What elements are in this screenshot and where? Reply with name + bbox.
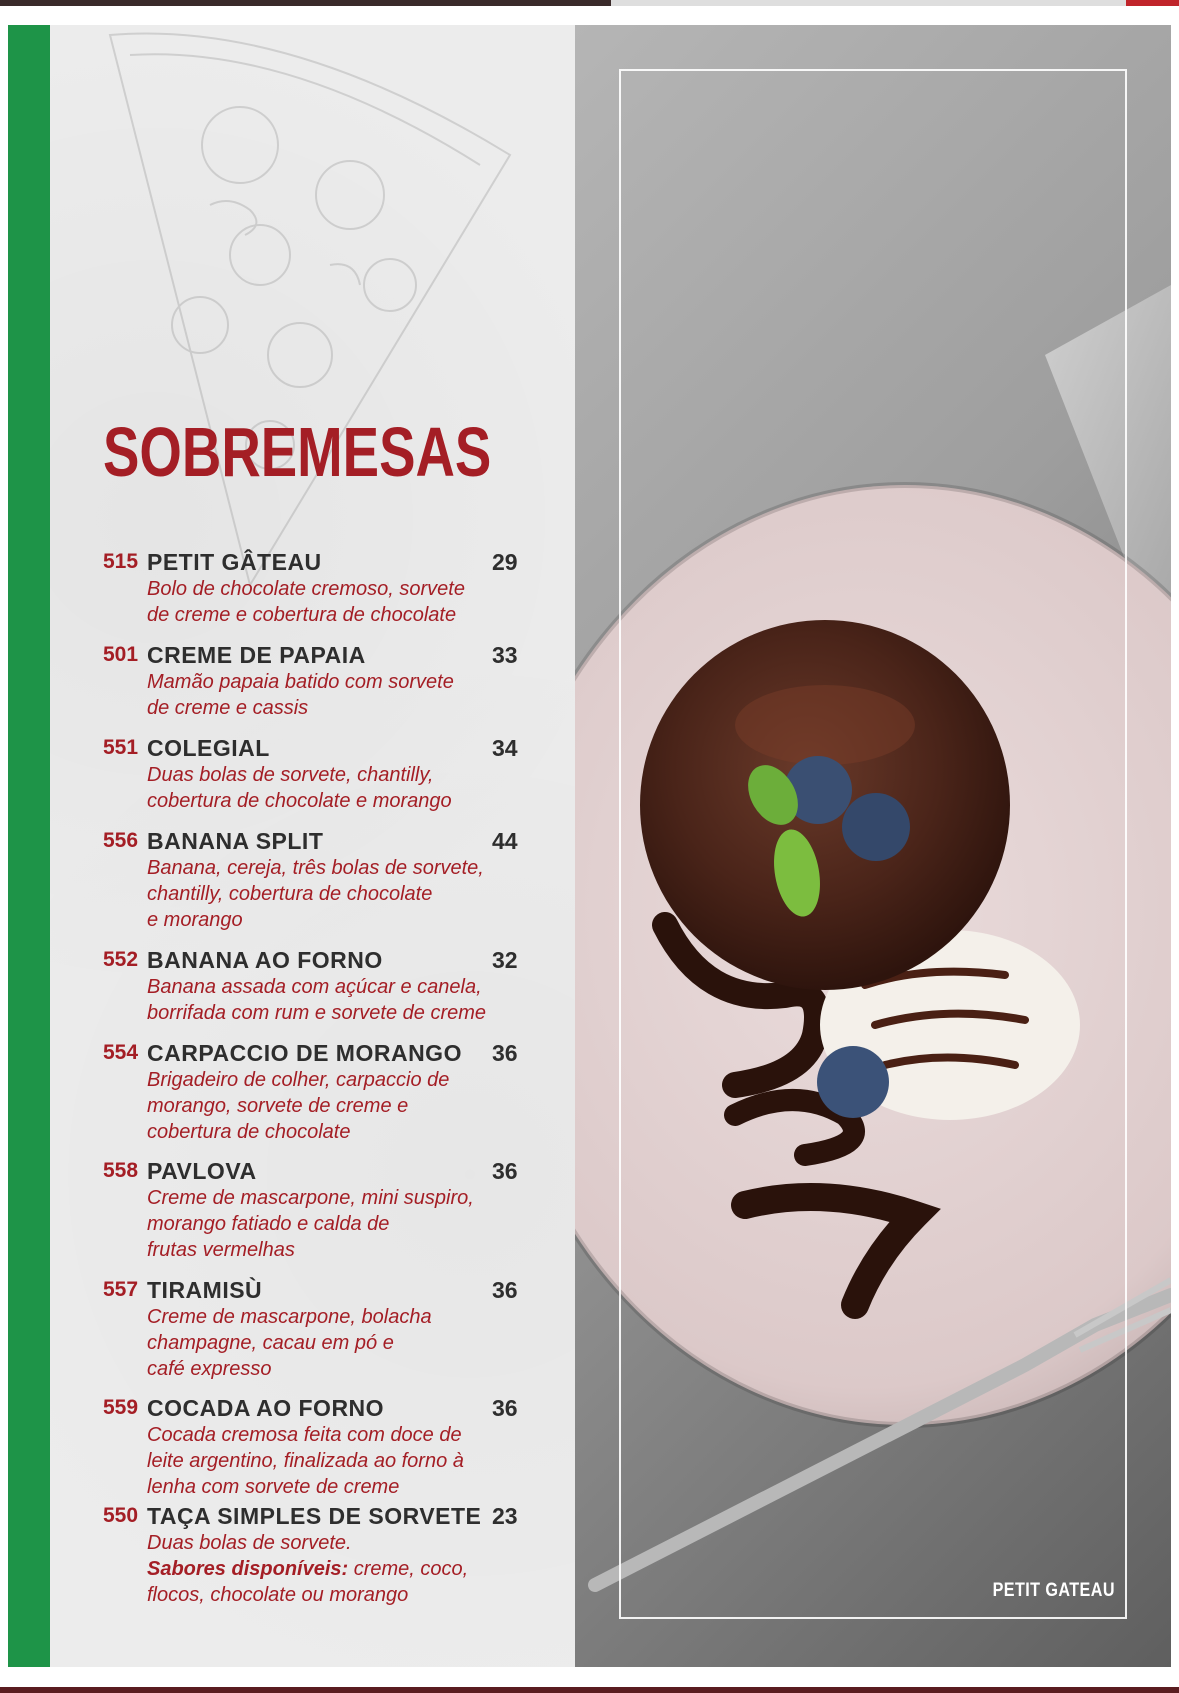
flavors-line [147, 1556, 527, 1582]
item-name: COCADA AO FORNO [147, 1395, 385, 1421]
item-description [147, 1304, 527, 1382]
item-name: PAVLOVA [147, 1158, 257, 1184]
description-line: frutas vermelhas [147, 1239, 295, 1261]
green-stripe [8, 25, 50, 1667]
item-description [147, 576, 527, 628]
dessert-photo [575, 25, 1171, 1667]
item-price: 36 [492, 1395, 518, 1421]
item-price: 23 [492, 1503, 518, 1529]
item-price: 36 [492, 1277, 518, 1303]
item-price: 34 [492, 735, 518, 761]
description-line: morango fatiado e calda de [147, 1213, 390, 1235]
item-price: 44 [492, 828, 518, 854]
flavors-list: creme, coco, [348, 1558, 469, 1580]
item-number: 558 [103, 1159, 139, 1182]
description-line: Creme de mascarpone, mini suspiro, [147, 1187, 474, 1209]
item-number: 559 [103, 1396, 139, 1419]
flavors-line-2: flocos, chocolate ou morango [147, 1584, 409, 1606]
description-line: de creme e cassis [147, 697, 309, 719]
description-line: champagne, cacau em pó e [147, 1332, 394, 1354]
bottom-edge [0, 1687, 1179, 1693]
top-edge-light [611, 0, 1126, 6]
description-line: cobertura de chocolate e morango [147, 790, 452, 812]
description-line: Cocada cremosa feita com doce de [147, 1424, 462, 1446]
item-name: CREME DE PAPAIA [147, 642, 366, 668]
item-number: 501 [103, 643, 139, 666]
description-line: chantilly, cobertura de chocolate [147, 883, 433, 905]
section-title: SOBREMESAS [103, 413, 492, 491]
item-name: PETIT GÂTEAU [147, 549, 322, 575]
item-name: BANANA SPLIT [147, 828, 324, 854]
description-line: Duas bolas de sorvete, chantilly, [147, 764, 434, 786]
description-line: Bolo de chocolate cremoso, sorvete [147, 578, 465, 600]
description-line: leite argentino, finalizada ao forno à [147, 1450, 464, 1472]
item-description [147, 669, 527, 721]
description-line: e morango [147, 909, 243, 931]
description-line: Duas bolas de sorvete. [147, 1532, 352, 1554]
item-description [147, 1530, 527, 1608]
item-description [147, 1185, 527, 1263]
menu-panel [50, 25, 575, 1667]
description-line: lenha com sorvete de creme [147, 1476, 400, 1498]
top-edge-red [1126, 0, 1179, 6]
item-number: 515 [103, 550, 139, 573]
top-edge [0, 0, 1179, 6]
item-price: 36 [492, 1158, 518, 1184]
item-description [147, 974, 527, 1026]
item-name: TIRAMISÙ [147, 1277, 263, 1303]
item-description [147, 762, 527, 814]
item-price: 32 [492, 947, 518, 973]
description-line: borrifada com rum e sorvete de creme [147, 1002, 487, 1024]
item-price: 29 [492, 549, 518, 575]
photo-caption: PETIT GATEAU [992, 1580, 1115, 1601]
item-price: 36 [492, 1040, 518, 1066]
item-number: 554 [103, 1041, 139, 1064]
menu-page [8, 25, 1171, 1667]
photo-frame [619, 69, 1127, 1619]
item-number: 551 [103, 736, 139, 759]
item-name: BANANA AO FORNO [147, 947, 383, 973]
description-line: morango, sorvete de creme e [147, 1095, 409, 1117]
item-number: 557 [103, 1278, 139, 1301]
description-line: cobertura de chocolate [147, 1121, 351, 1143]
top-edge-dark [0, 0, 611, 6]
description-line: de creme e cobertura de chocolate [147, 604, 457, 626]
description-line: Banana, cereja, três bolas de sorvete, [147, 857, 484, 879]
item-number: 552 [103, 948, 139, 971]
description-line: café expresso [147, 1358, 272, 1380]
item-description [147, 1067, 527, 1145]
flavors-label: Sabores disponíveis: [147, 1558, 349, 1580]
description-line: Brigadeiro de colher, carpaccio de [147, 1069, 450, 1091]
item-number: 550 [103, 1504, 139, 1527]
item-price: 33 [492, 642, 518, 668]
description-line: Creme de mascarpone, bolacha [147, 1306, 432, 1328]
item-name: CARPACCIO DE MORANGO [147, 1040, 462, 1066]
description-line: Mamão papaia batido com sorvete [147, 671, 454, 693]
item-name: COLEGIAL [147, 735, 270, 761]
item-description [147, 855, 527, 933]
item-number: 556 [103, 829, 139, 852]
item-description [147, 1422, 527, 1500]
pizza-sketch-decoration [90, 25, 570, 585]
item-name: TAÇA SIMPLES DE SORVETE [147, 1503, 482, 1529]
description-line: Banana assada com açúcar e canela, [147, 976, 482, 998]
